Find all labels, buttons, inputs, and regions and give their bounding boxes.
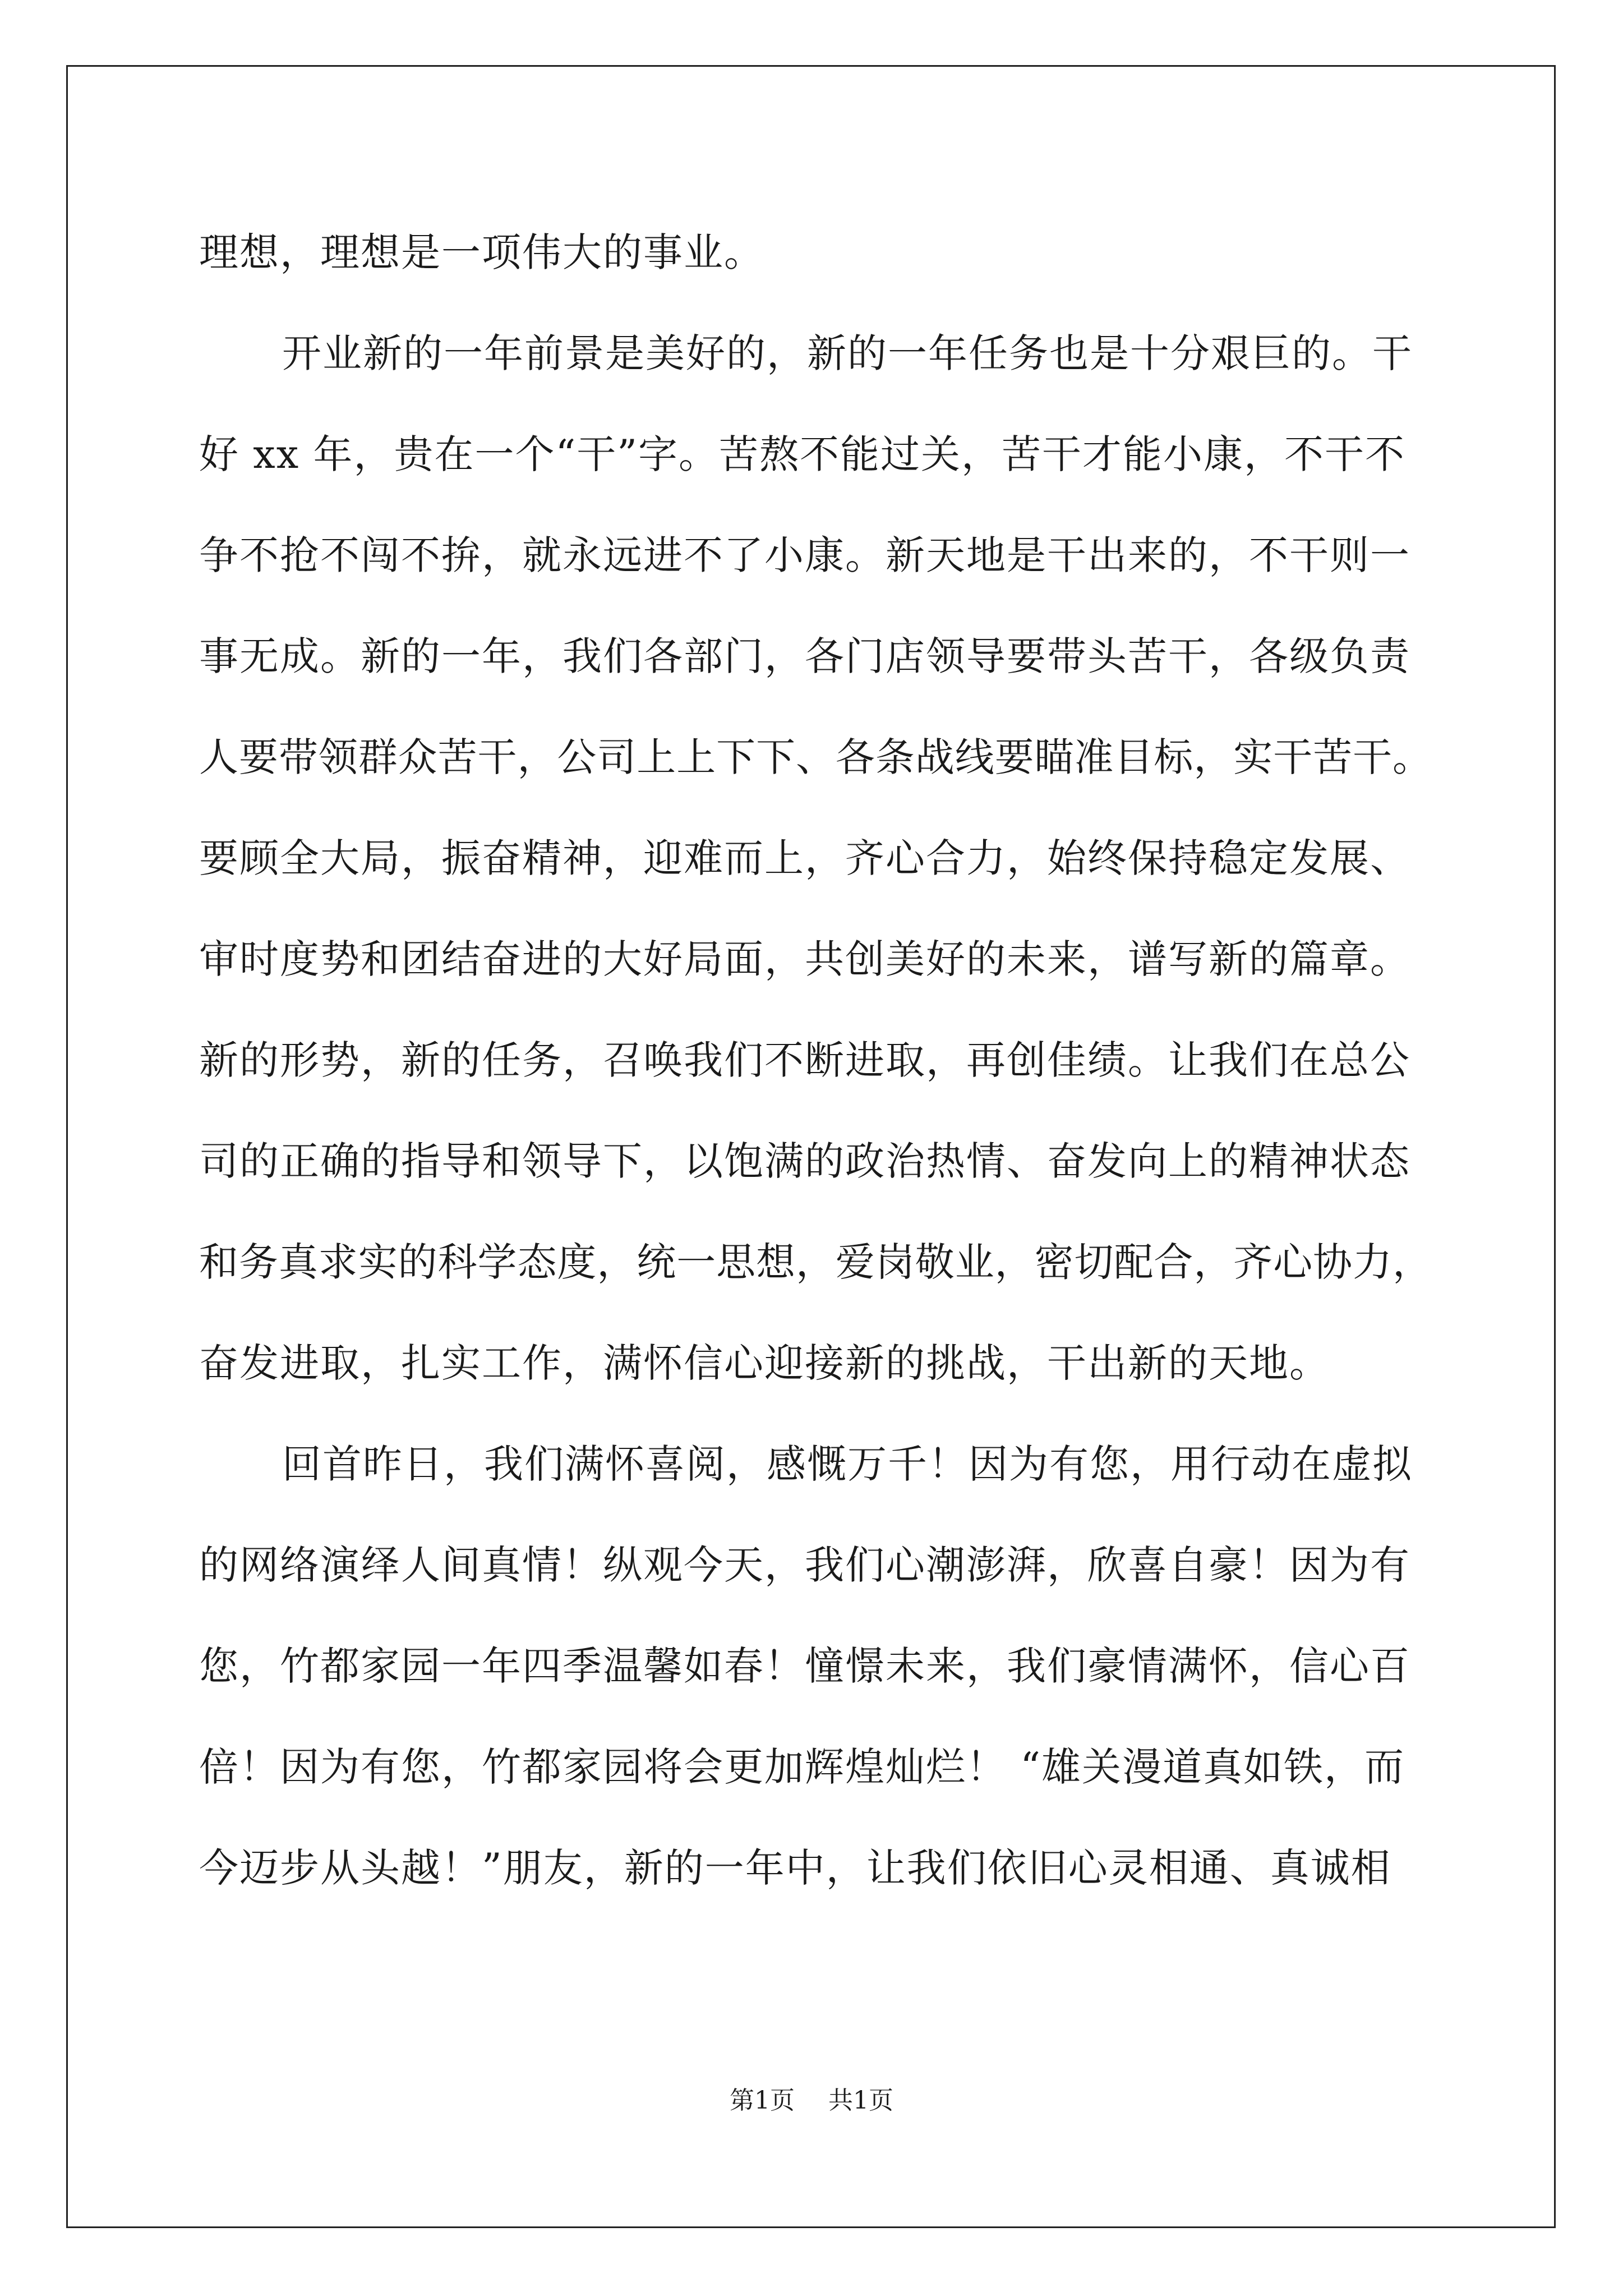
text-line: 开业新的一年前景是美好的，新的一年任务也是十分艰巨的。干: [282, 330, 1413, 376]
text-line: 司的正确的指导和领导下，以饱满的政治热情、奋发向上的精神状态: [199, 1138, 1410, 1184]
text-line: 好 xx 年，贵在一个“干”字。苦熬不能过关，苦干才能小康，不干不: [199, 431, 1406, 477]
text-line: 审时度势和团结奋进的大好局面，共创美好的未来，谱写新的篇章。: [199, 936, 1410, 982]
text-line: 奋发进取，扎实工作，满怀信心迎接新的挑战，干出新的天地。: [199, 1340, 1330, 1386]
document-body: [199, 202, 1433, 1918]
text-line: 回首昨日，我们满怀喜阅，感慨万千！因为有您，用行动在虚拟: [282, 1441, 1413, 1487]
text-line: 和务真求实的科学态度，统一思想，爱岗敬业，密切配合，齐心协力，: [199, 1239, 1432, 1285]
text-line: 的网络演绎人间真情！纵观今天，我们心潮澎湃，欣喜自豪！因为有: [199, 1542, 1410, 1588]
text-line: 人要带领群众苦干，公司上上下下、各条战线要瞄准目标，实干苦干。: [199, 734, 1432, 780]
page-footer: [0, 2084, 1623, 2118]
text-line: 争不抢不闯不拚，就永远进不了小康。新天地是干出来的，不干则一: [199, 532, 1410, 578]
text-line: 倍！因为有您，竹都家园将会更加辉煌灿烂！ “雄关漫道真如铁，而: [199, 1744, 1405, 1790]
text-line: 事无成。新的一年，我们各部门，各门店领导要带头苦干，各级负责: [199, 633, 1410, 679]
text-line: 理想，理想是一项伟大的事业。: [199, 229, 764, 275]
text-line: 您，竹都家园一年四季温馨如春！憧憬未来，我们豪情满怀，信心百: [199, 1643, 1410, 1689]
text-line: 要顾全大局，振奋精神，迎难而上，齐心合力，始终保持稳定发展、: [199, 835, 1410, 881]
text-line: 新的形势，新的任务，召唤我们不断进取，再创佳绩。让我们在总公: [199, 1037, 1410, 1083]
page-number: 第1页: [730, 2086, 795, 2115]
text-line: 今迈步从头越！”朋友，新的一年中，让我们依旧心灵相通、真诚相: [199, 1845, 1391, 1891]
page-total: 共1页: [828, 2086, 893, 2115]
